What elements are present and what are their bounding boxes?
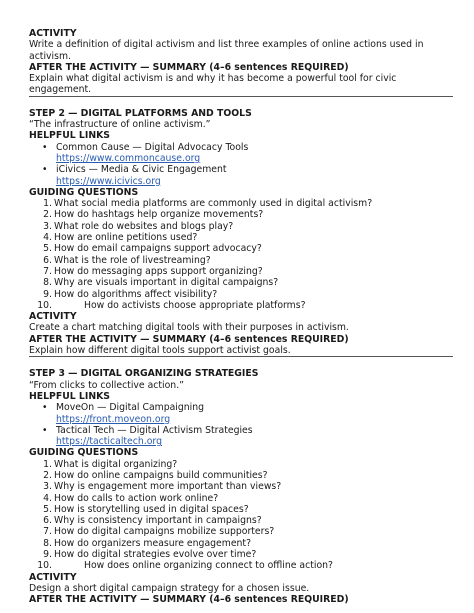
link-url[interactable]: https://www.icivics.org [56,175,161,187]
step2-summary-text: Explain how different digital tools support activist goals. [29,345,453,357]
step3-activity-heading: ACTIVITY [29,571,77,583]
question-item: 8. Why are visuals important in digital campaigns? [43,277,279,289]
step2-links-list [29,142,449,187]
question-item: 8. How do organizers measure engagement? [43,537,252,549]
question-item: 5. How is storytelling used in digital spaces? [43,503,249,515]
link-item [42,142,449,165]
link-label: • MoveOn — Digital Campaigning [56,402,205,414]
question-item: 1. What is digital organizing? [43,458,178,470]
question-item: 3. Why is engagement more important than views? [43,481,282,493]
step3-questions-heading: GUIDING QUESTIONS [29,447,139,459]
summary-text: Explain what digital activism is and why it has become a powerful tool for civic engagement. [29,73,453,97]
step2-activity-text: Create a chart matching digital tools with their purposes in activism. [29,322,349,334]
question-item: 2. How do online campaigns build communities? [43,469,268,481]
step3-summary-heading: AFTER THE ACTIVITY — SUMMARY (4–6 sentences REQUIRED) [29,594,349,606]
question-item: 9. How do algorithms affect visibility? [43,288,218,300]
question-item: 7. How do digital campaigns mobilize supporters? [43,526,275,538]
worksheet-page [29,28,449,606]
question-item: 2. How do hashtags help organize movements? [43,209,264,221]
step2-questions-heading: GUIDING QUESTIONS [29,186,139,198]
step2-summary-heading: AFTER THE ACTIVITY — SUMMARY (4–6 sentences REQUIRED) [29,333,349,345]
step3-links-heading: HELPFUL LINKS [29,390,110,402]
step3-questions-list [29,459,449,572]
step2-questions-list [29,198,449,311]
question-item: 10. How does online organizing connect to offline action? [37,560,333,572]
step3-title: STEP 3 — DIGITAL ORGANIZING STRATEGIES [29,368,259,380]
step2-quote: “The infrastructure of online activism.” [29,119,211,131]
step3-activity-text: Design a short digital campaign strategy for a chosen issue. [29,582,310,594]
link-item [42,402,449,425]
step3-links-list [29,402,449,447]
question-item: 10. How do activists choose appropriate platforms? [37,299,306,311]
link-url[interactable]: https://www.commoncause.org [56,152,201,164]
link-item [42,164,449,187]
question-item: 6. Why is consistency important in campaigns? [43,515,262,527]
link-url[interactable]: https://tacticaltech.org [56,436,162,448]
question-item: 5. How do email campaigns support advocacy? [43,243,262,255]
activity-text: Write a definition of digital activism and list three examples of online actions used in activism. [29,39,424,62]
question-item: 1. What social media platforms are commonly used in digital activism? [43,198,373,210]
step2-links-heading: HELPFUL LINKS [29,130,110,142]
step2-activity-heading: ACTIVITY [29,311,77,323]
activity-heading: ACTIVITY [29,28,77,39]
link-item [42,425,449,448]
link-label: • Common Cause — Digital Advocacy Tools [56,141,249,153]
question-item: 4. How do calls to action work online? [43,492,219,504]
question-item: 3. What role do websites and blogs play? [43,220,234,232]
link-label: • Tactical Tech — Digital Activism Strategies [56,424,253,436]
step3-quote: “From clicks to collective action.” [29,379,184,391]
question-item: 4. How are online petitions used? [43,232,198,244]
link-label: • iCivics — Media & Civic Engagement [56,164,227,176]
summary-heading: AFTER THE ACTIVITY — SUMMARY (4–6 sentences REQUIRED) [29,61,349,73]
link-url[interactable]: https://front.moveon.org [56,413,171,425]
question-item: 6. What is the role of livestreaming? [43,254,211,266]
question-item: 9. How do digital strategies evolve over time? [43,549,257,561]
question-item: 7. How do messaging apps support organizing? [43,265,263,277]
step2-title: STEP 2 — DIGITAL PLATFORMS AND TOOLS [29,107,252,119]
